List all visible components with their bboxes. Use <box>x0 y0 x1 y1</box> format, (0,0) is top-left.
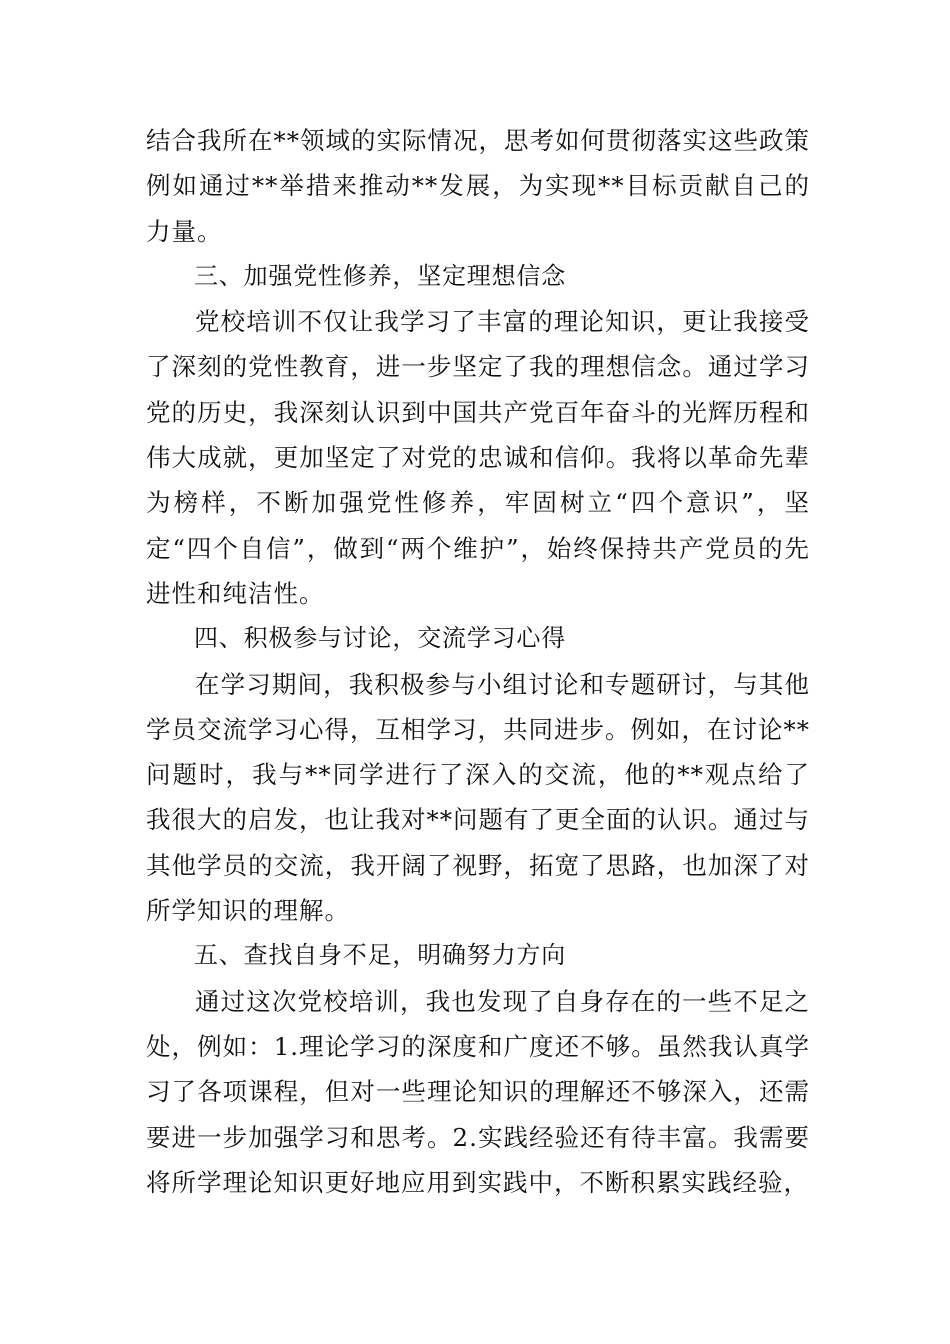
continuation-paragraph: 结合我所在**领域的实际情况，思考如何贯彻落实这些政策例如通过**举措来推动**发展，为实现**目标贡献自己的力量。 <box>146 126 810 246</box>
document-body <box>146 118 810 1205</box>
section-paragraph-3: 党校培训不仅让我学习了丰富的理论知识，更让我接受了深刻的党性教育，进一步坚定了我的理想信念。通过学习党的历史，我深刻认识到中国共产党百年奋斗的光辉历程和伟大成就，更加坚定了对党的忠诚和信仰。我将以革命先辈为榜样，不断加强党性修养，牢固树立“四个意识”，坚定“四个自信”，做到“两个维护”，始终保持共产党员的先进性和纯洁性。 <box>146 307 810 608</box>
section-heading-3: 三、加强党性修养，坚定理想信念 <box>194 261 566 290</box>
section-heading-5: 五、查找自身不足，明确努力方向 <box>194 941 566 970</box>
section-paragraph-4: 在学习期间，我积极参与小组讨论和专题研讨，与其他学员交流学习心得，互相学习，共同进步。例如，在讨论**问题时，我与**同学进行了深入的交流，他的**观点给了我很大的启发，也让我对**问题有了更全面的认识。通过与其他学员的交流，我开阔了视野，拓宽了思路，也加深了对所学知识的理解。 <box>146 669 810 926</box>
section-paragraph-5: 通过这次党校培训，我也发现了自身存在的一些不足之处，例如：1.理论学习的深度和广度还不够。虽然我认真学习了各项课程，但对一些理论知识的理解还不够深入，还需要进一步加强学习和思考。2.实践经验还有待丰富。我需要将所学理论知识更好地应用到实践中，不断积累实践经验， <box>146 986 810 1197</box>
section-heading-4: 四、积极参与讨论，交流学习心得 <box>194 624 566 653</box>
